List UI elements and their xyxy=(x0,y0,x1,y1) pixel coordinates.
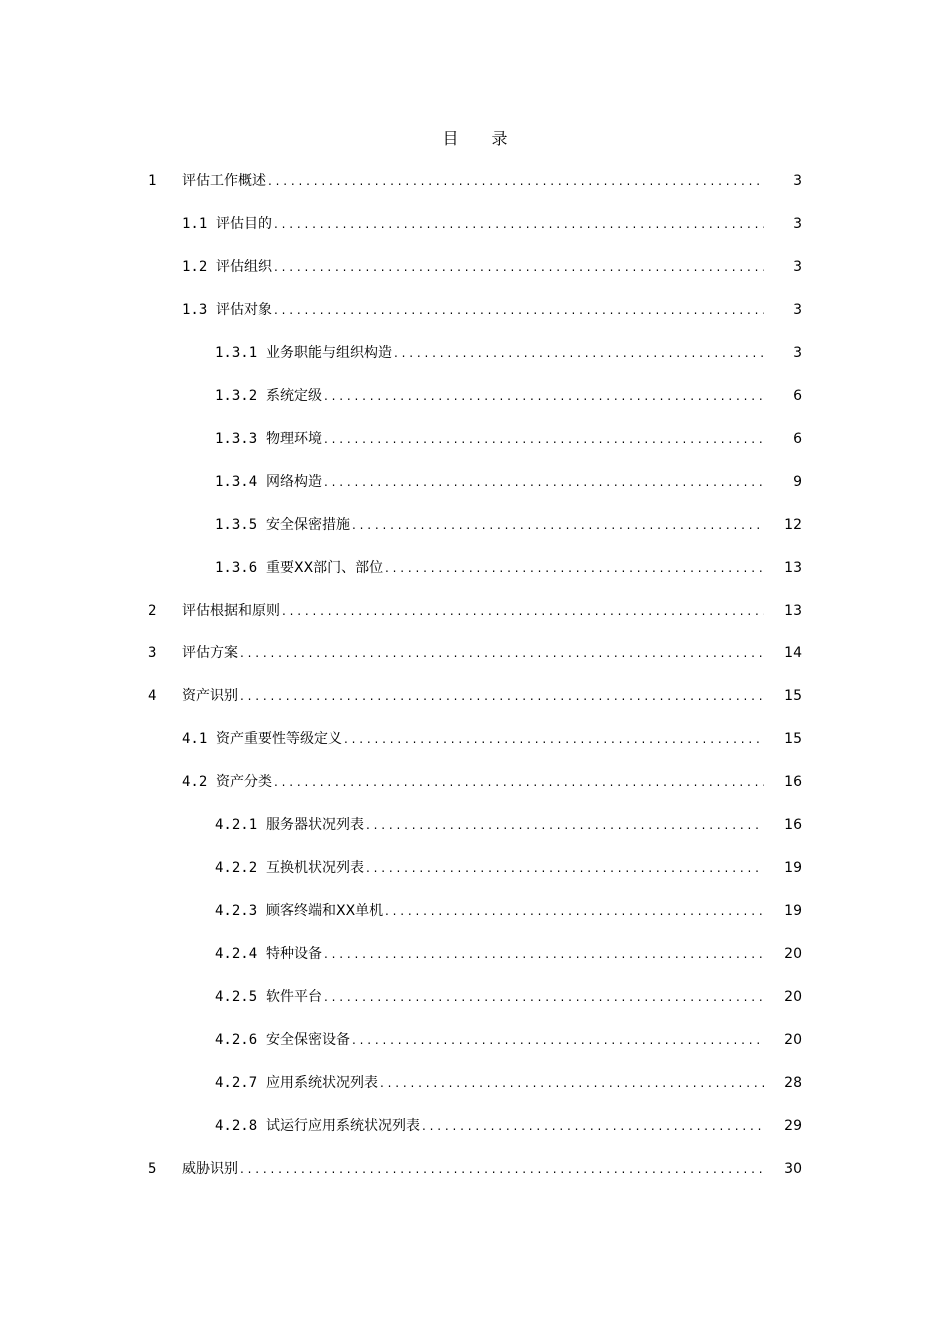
toc-entry-label: 试运行应用系统状况列表 xyxy=(266,1117,420,1134)
toc-entry-page: 19 xyxy=(784,860,802,877)
toc-entry[interactable] xyxy=(0,814,950,836)
toc-dot-leader xyxy=(240,685,764,707)
toc-dot-leader xyxy=(385,557,764,579)
toc-entry[interactable] xyxy=(0,514,950,536)
toc-entry-number: 1.3 xyxy=(182,301,208,318)
toc-entry-page: 13 xyxy=(784,602,802,619)
toc-entry-number: 4.2.7 xyxy=(215,1074,258,1091)
toc-dot-leader xyxy=(240,642,764,664)
toc-entry-number: 4.2.4 xyxy=(215,946,258,963)
toc-entry-label: 评估目的 xyxy=(216,215,272,232)
toc-entry[interactable] xyxy=(0,642,950,664)
toc-entry[interactable] xyxy=(0,1072,950,1094)
toc-dot-leader xyxy=(324,986,764,1008)
toc-entry[interactable] xyxy=(0,385,950,407)
toc-entry-number: 2 xyxy=(148,602,157,619)
toc-dot-leader xyxy=(385,900,764,922)
toc-entry[interactable] xyxy=(0,685,950,707)
toc-entry-label: 网络构造 xyxy=(266,473,322,490)
toc-dot-leader xyxy=(274,256,764,278)
toc-dot-leader xyxy=(240,1158,764,1180)
toc-entry[interactable] xyxy=(0,428,950,450)
toc-entry[interactable] xyxy=(0,900,950,922)
toc-entry-page: 13 xyxy=(784,559,802,576)
toc-dot-leader xyxy=(352,1029,764,1051)
toc-entry[interactable] xyxy=(0,342,950,364)
toc-entry-page: 19 xyxy=(784,903,802,920)
toc-entry-page: 6 xyxy=(793,387,802,404)
toc-entry-label: 应用系统状况列表 xyxy=(266,1074,378,1091)
toc-dot-leader xyxy=(380,1072,764,1094)
toc-dot-leader xyxy=(324,943,764,965)
toc-entry-number: 1.3.6 xyxy=(215,559,258,576)
toc-entry-page: 3 xyxy=(793,301,802,318)
toc-entry-label: 特种设备 xyxy=(266,946,322,963)
toc-entry-number: 4.1 xyxy=(182,731,208,748)
toc-entry-page: 3 xyxy=(793,344,802,361)
toc-entry-number: 4 xyxy=(148,688,157,705)
toc-dot-leader xyxy=(324,471,764,493)
toc-entry-label: 评估方案 xyxy=(182,645,238,662)
toc-dot-leader xyxy=(394,342,764,364)
toc-entry-label: 业务职能与组织构造 xyxy=(266,344,392,361)
toc-entry-label: 物理环境 xyxy=(266,430,322,447)
toc-entry[interactable] xyxy=(0,471,950,493)
toc-dot-leader xyxy=(324,385,764,407)
toc-entry-label: 服务器状况列表 xyxy=(266,817,364,834)
toc-entry-page: 29 xyxy=(784,1117,802,1134)
toc-dot-leader xyxy=(366,857,764,879)
toc-entry-page: 12 xyxy=(784,516,802,533)
toc-entry-page: 14 xyxy=(784,645,802,662)
toc-entry[interactable] xyxy=(0,728,950,750)
toc-entry-number: 1.3.1 xyxy=(215,344,258,361)
toc-entry-page: 20 xyxy=(784,989,802,1006)
toc-entry-number: 4.2.3 xyxy=(215,903,258,920)
toc-entry-number: 4.2.1 xyxy=(215,817,258,834)
toc-entry-page: 15 xyxy=(784,688,802,705)
toc-entry-number: 1.3.5 xyxy=(215,516,258,533)
toc-entry-label: 评估组织 xyxy=(216,258,272,275)
toc-dot-leader xyxy=(268,170,764,192)
toc-entry[interactable] xyxy=(0,771,950,793)
toc-entry[interactable] xyxy=(0,557,950,579)
toc-entry-label: 评估工作概述 xyxy=(182,173,266,189)
toc-entry-number: 4.2.6 xyxy=(215,1032,258,1048)
toc-entry-number: 4.2 xyxy=(182,774,208,791)
toc-entry[interactable] xyxy=(0,170,950,192)
toc-entry-page: 3 xyxy=(793,173,802,189)
toc-entry-number: 4.2.5 xyxy=(215,989,258,1006)
toc-dot-leader xyxy=(274,771,764,793)
toc-entry-page: 16 xyxy=(784,817,802,834)
toc-entry-number: 5 xyxy=(148,1160,157,1177)
toc-entry-label: 安全保密设备 xyxy=(266,1032,350,1048)
toc-entry-label: 评估对象 xyxy=(216,301,272,318)
toc-entry-number: 1 xyxy=(148,173,157,189)
toc-entry-page: 15 xyxy=(784,731,802,748)
toc-entry-page: 30 xyxy=(784,1160,802,1177)
toc-entry-number: 1.3.4 xyxy=(215,473,258,490)
toc-entry-page: 28 xyxy=(784,1074,802,1091)
toc-entry-number: 3 xyxy=(148,645,157,662)
toc-entry[interactable] xyxy=(0,986,950,1008)
toc-entry-label: 评估根据和原则 xyxy=(182,602,280,619)
toc-entry-label: 互换机状况列表 xyxy=(266,860,364,877)
toc-entry[interactable] xyxy=(0,1158,950,1180)
toc-dot-leader xyxy=(274,299,764,321)
toc-title: 目 录 xyxy=(442,129,522,148)
toc-entry-page: 9 xyxy=(793,473,802,490)
toc-entry-label: 软件平台 xyxy=(266,989,322,1006)
toc-entry[interactable] xyxy=(0,1029,950,1051)
toc-entry-page: 16 xyxy=(784,774,802,791)
toc-entry-page: 3 xyxy=(793,258,802,275)
toc-dot-leader xyxy=(274,213,764,235)
toc-entry-label: 安全保密措施 xyxy=(266,516,350,533)
toc-entry-number: 1.1 xyxy=(182,215,208,232)
toc-entry[interactable] xyxy=(0,1115,950,1137)
toc-dot-leader xyxy=(344,728,764,750)
toc-entry-page: 20 xyxy=(784,1032,802,1048)
toc-entry-label: 资产重要性等级定义 xyxy=(216,731,342,748)
toc-entry-page: 20 xyxy=(784,946,802,963)
toc-dot-leader xyxy=(324,428,764,450)
toc-dot-leader xyxy=(422,1115,764,1137)
toc-dot-leader xyxy=(352,514,764,536)
toc-entry[interactable] xyxy=(0,299,950,321)
toc-entry[interactable] xyxy=(0,600,950,622)
toc-dot-leader xyxy=(366,814,764,836)
toc-entry[interactable] xyxy=(0,943,950,965)
toc-entry-label: 重要XX部门、部位 xyxy=(266,559,384,576)
toc-entry-number: 1.2 xyxy=(182,258,208,275)
toc-entry-label: 系统定级 xyxy=(266,387,322,404)
toc-entry-label: 资产分类 xyxy=(216,774,272,791)
toc-entry-page: 3 xyxy=(793,215,802,232)
toc-entry-number: 1.3.3 xyxy=(215,430,258,447)
toc-entry[interactable] xyxy=(0,857,950,879)
toc-entry[interactable] xyxy=(0,213,950,235)
toc-entry-label: 资产识别 xyxy=(182,688,238,705)
toc-entry[interactable] xyxy=(0,256,950,278)
toc-entry-number: 4.2.2 xyxy=(215,860,258,877)
toc-entry-label: 顾客终端和XX单机 xyxy=(266,903,384,920)
toc-entry-label: 威胁识别 xyxy=(182,1160,238,1177)
toc-entry-number: 1.3.2 xyxy=(215,387,258,404)
toc-entry-page: 6 xyxy=(793,430,802,447)
toc-dot-leader xyxy=(282,600,764,622)
toc-entry-number: 4.2.8 xyxy=(215,1117,258,1134)
